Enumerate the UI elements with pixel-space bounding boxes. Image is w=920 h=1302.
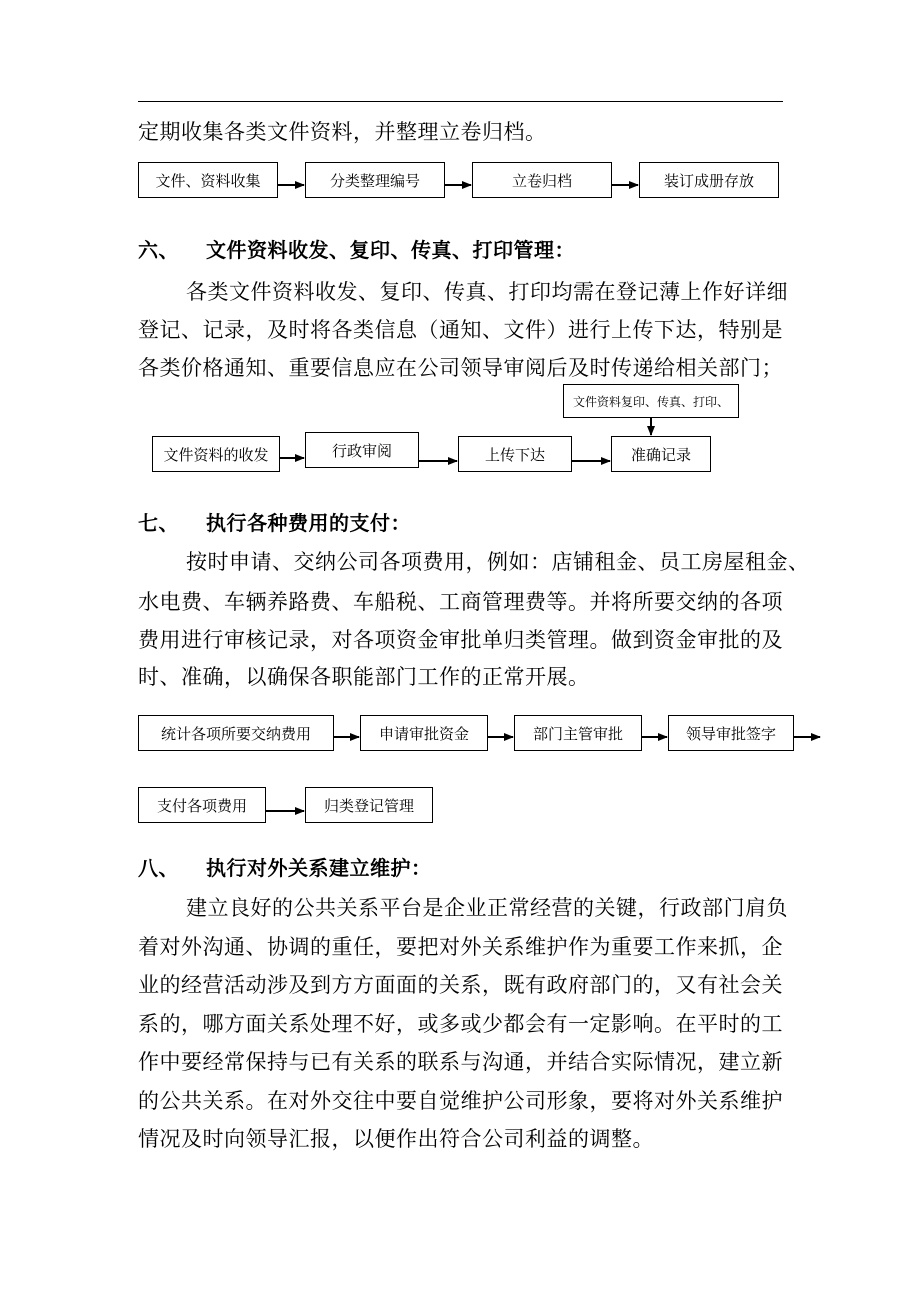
section8-line-3: 业的经营活动涉及到方方面面的关系，既有政府部门的，又有社会关	[138, 973, 783, 997]
section6-line-3: 各类价格通知、重要信息应在公司领导审阅后及时传递给相关部门；	[138, 356, 783, 380]
section8-line-4: 系的，哪方面关系处理不好，或多或少都会有一定影响。在平时的工	[138, 1012, 783, 1036]
header-rule	[138, 101, 783, 102]
section7-line-3: 费用进行审核记录，对各项资金审批单归类管理。做到资金审批的及	[138, 628, 783, 652]
flow6-box-distribute: 上传下达	[458, 436, 572, 472]
flow1-box-archive: 立卷归档	[472, 162, 612, 198]
section7-heading	[138, 511, 411, 535]
section6-title: 文件资料收发、复印、传真、打印管理：	[206, 238, 575, 262]
flow1-box-sort: 分类整理编号	[305, 162, 445, 198]
flow1-box-collect: 文件、资料收集	[138, 162, 278, 198]
flow6-box-review: 行政审阅	[305, 432, 419, 468]
section7-line-1: 按时申请、交纳公司各项费用，例如：店铺租金、员工房屋租金、	[186, 550, 810, 574]
flow7-box-apply: 申请审批资金	[360, 715, 488, 751]
section6-heading	[138, 238, 575, 262]
flow7-box-manager: 部门主管审批	[514, 715, 642, 751]
flow6-box-receive: 文件资料的收发	[152, 436, 280, 472]
section8-heading	[138, 856, 432, 880]
section6-number: 六、	[138, 238, 179, 262]
section8-title: 执行对外关系建立维护：	[206, 856, 432, 880]
section7-title: 执行各种费用的支付：	[206, 511, 411, 535]
section8-line-1: 建立良好的公共关系平台是企业正常经营的关键，行政部门肩负	[186, 896, 788, 920]
section8-number: 八、	[138, 856, 179, 880]
section7-number: 七、	[138, 511, 179, 535]
flow6-box-record: 准确记录	[611, 436, 711, 472]
flow7-box-pay: 支付各项费用	[138, 787, 266, 823]
intro-line: 定期收集各类文件资料，并整理立卷归档。	[138, 120, 547, 144]
section8-line-6: 的公共关系。在对外交往中要自觉维护公司形象，要将对外关系维护	[138, 1089, 783, 1113]
flow7-box-leader: 领导审批签字	[668, 715, 794, 751]
flow1-box-bind: 装订成册存放	[639, 162, 779, 198]
section7-line-2: 水电费、车辆养路费、车船税、工商管理费等。并将所要交纳的各项	[138, 590, 783, 614]
flow6-box-copy: 文件资料复印、传真、打印、	[563, 384, 739, 418]
flow7-box-file: 归类登记管理	[305, 787, 433, 823]
section8-line-5: 作中要经常保持与已有关系的联系与沟通，并结合实际情况，建立新	[138, 1050, 783, 1074]
section6-line-1: 各类文件资料收发、复印、传真、打印均需在登记薄上作好详细	[186, 280, 788, 304]
flow7-box-tally: 统计各项所要交纳费用	[138, 715, 334, 751]
section8-line-7: 情况及时向领导汇报，以便作出符合公司利益的调整。	[138, 1127, 654, 1151]
section7-line-4: 时、准确，以确保各职能部门工作的正常开展。	[138, 665, 590, 689]
section6-line-2: 登记、记录，及时将各类信息（通知、文件）进行上传下达，特别是	[138, 318, 783, 342]
section8-line-2: 着对外沟通、协调的重任，要把对外关系维护作为重要工作来抓，企	[138, 935, 783, 959]
